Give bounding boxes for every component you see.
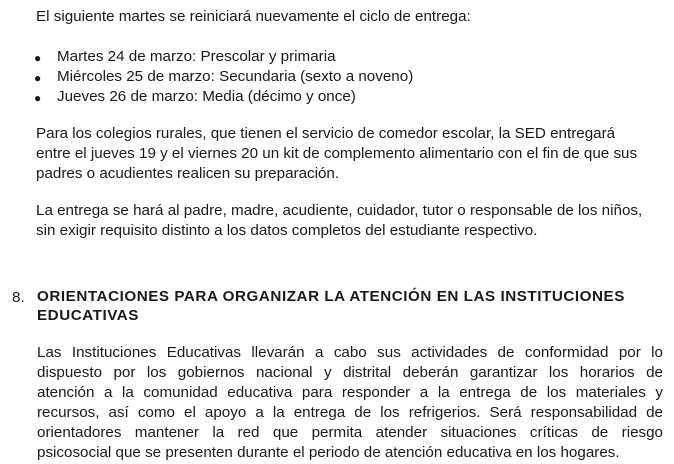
paragraph-entrega-line: La entrega se hará al padre, madre, acudiente, cuidador, tutor o responsable de los niños,	[36, 202, 643, 219]
intro-text: El siguiente martes se reiniciará nuevamente el ciclo de entrega:	[36, 8, 471, 25]
bullet-marker: ●	[34, 91, 42, 105]
paragraph-line: recursos, así como el apoyo a la entrega de los refrigerios. Será responsabilidad de	[37, 404, 663, 421]
paragraph-line: orientadores mantener la red que permita atender situaciones críticas de riesgo	[37, 424, 663, 441]
section-number: 8.	[12, 289, 25, 306]
bullet-marker: ●	[34, 51, 42, 65]
list-item: Miércoles 25 de marzo: Secundaria (sexto a noveno)	[57, 68, 414, 85]
section-title: ORIENTACIONES PARA ORGANIZAR LA ATENCIÓN EN LAS INSTITUCIONES	[37, 288, 625, 305]
paragraph-line: dispuesto por los gobiernos nacional y distrital deberán garantizar los horarios de	[37, 364, 663, 381]
paragraph-instituciones	[37, 343, 663, 463]
paragraph-entrega-line: sin exigir requisito distinto a los datos completos del estudiante respectivo.	[36, 222, 538, 239]
list-item: Jueves 26 de marzo: Media (décimo y once)	[57, 88, 356, 105]
paragraph-line: atención a la comunidad educativa para responder a la entrega de los materiales y	[37, 384, 663, 401]
paragraph-line: Las Instituciones Educativas llevarán a cabo sus actividades de conformidad por lo	[37, 344, 663, 361]
bullet-marker: ●	[34, 71, 42, 85]
paragraph-line: psicosocial que se presenten durante el periodo de atención educativa en los hogares.	[37, 444, 620, 461]
section-title: EDUCATIVAS	[37, 307, 139, 324]
paragraph-rurales-line: entre el jueves 19 y el viernes 20 un kit de complemento alimentario con el fin de que sus	[36, 145, 638, 162]
paragraph-rurales-line: Para los colegios rurales, que tienen el servicio de comedor escolar, la SED entregará	[36, 125, 616, 142]
paragraph-rurales-line: padres o acudientes realicen su preparación.	[36, 165, 340, 182]
list-item: Martes 24 de marzo: Prescolar y primaria	[57, 48, 336, 65]
